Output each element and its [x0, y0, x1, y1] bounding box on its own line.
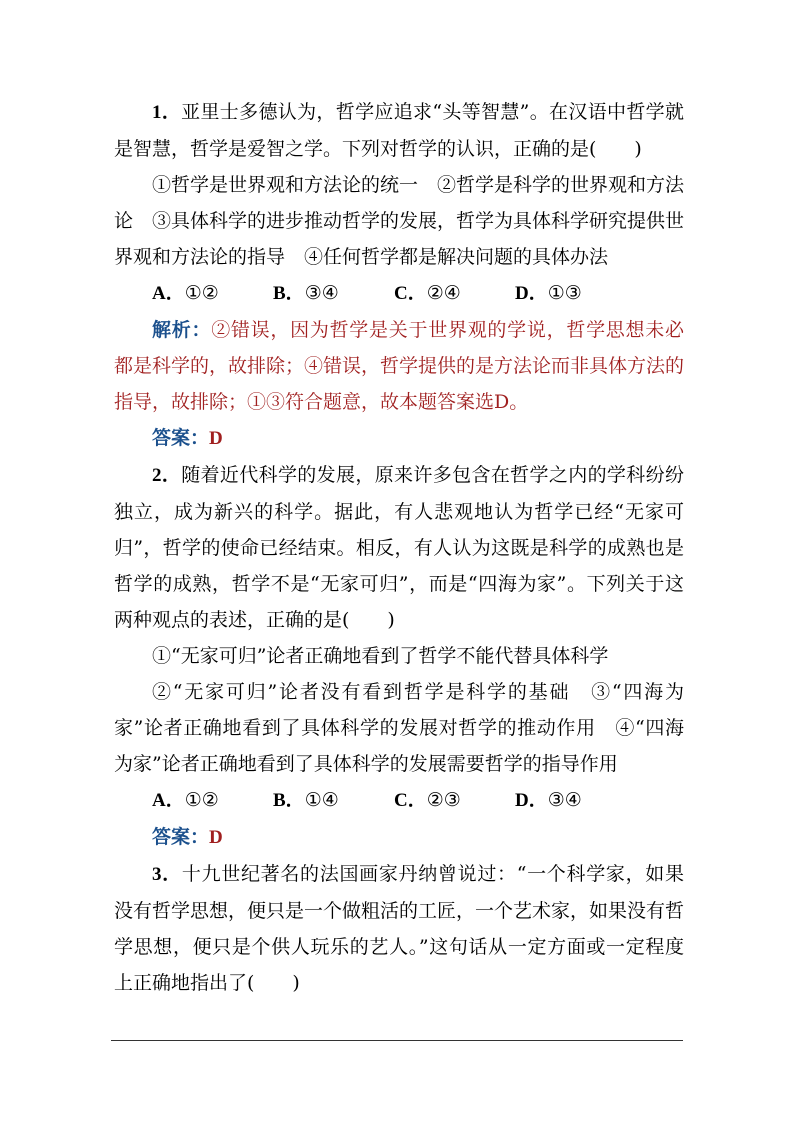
answer-value: D — [209, 827, 223, 848]
option-text: ①② — [184, 282, 219, 304]
question-2-options — [114, 782, 684, 819]
question-3 — [114, 856, 684, 1001]
option-text: ③④ — [304, 282, 339, 304]
question-2-stem-text: 随着近代科学的发展，原来许多包含在哲学之内的学科纷纷独立，成为新兴的科学。据此，有人悲观地认为哲学已经“无家可归”，哲学的使命已经结束。相反，有人认为这既是科学的成熟也是哲学的成熟，哲学不是“无家可归”，而是“四海为家”。下列关于这两种观点的表述，正确的是( ) — [114, 464, 684, 631]
question-2-answer — [114, 819, 684, 856]
option-text: ②③ — [426, 789, 461, 811]
question-1 — [114, 94, 684, 457]
question-1-options — [114, 275, 684, 312]
question-2-statement-2: ②“无家可归”论者没有看到哲学是科学的基础 ③“四海为家”论者正确地看到了具体科学的发展对哲学的推动作用 ④“四海为家”论者正确地看到了具体科学的发展需要哲学的指导作用 — [114, 681, 684, 775]
question-1-option-c[interactable] — [394, 275, 515, 312]
question-1-statements: ①哲学是世界观和方法论的统一 ②哲学是科学的世界观和方法论 ③具体科学的进步推动哲学的发展，哲学为具体科学研究提供世界观和方法论的指导 ④任何哲学都是解决问题的具体办法 — [114, 174, 685, 268]
option-text: ②④ — [426, 282, 461, 304]
question-1-option-d[interactable] — [515, 275, 636, 312]
question-2-number: 2． — [152, 465, 182, 486]
question-2-option-b[interactable] — [273, 782, 394, 819]
option-letter: A． — [152, 790, 185, 811]
question-1-number: 1． — [152, 102, 182, 123]
question-2-option-a[interactable] — [152, 782, 273, 819]
question-2-option-d[interactable] — [515, 782, 636, 819]
option-text: ①② — [184, 789, 219, 811]
answer-value: D — [209, 428, 223, 449]
question-1-stem-text: 亚里士多德认为，哲学应追求“头等智慧”。在汉语中哲学就是智慧，哲学是爱智之学。下列对哲学的认识，正确的是( ) — [114, 101, 684, 160]
option-letter: D． — [515, 790, 548, 811]
option-text: ①④ — [304, 789, 339, 811]
question-1-option-b[interactable] — [273, 275, 394, 312]
document-page — [114, 94, 684, 1001]
question-1-answer — [114, 420, 684, 457]
question-3-number: 3． — [152, 864, 182, 885]
question-1-option-a[interactable] — [152, 275, 273, 312]
option-letter: C． — [394, 790, 427, 811]
analysis-label: 解析： — [152, 319, 212, 341]
option-letter: A． — [152, 283, 185, 304]
answer-label: 答案： — [152, 826, 210, 848]
option-letter: D． — [515, 283, 548, 304]
option-letter: B． — [273, 283, 305, 304]
question-3-stem-text: 十九世纪著名的法国画家丹纳曾说过：“一个科学家，如果没有哲学思想，便只是一个做粗活的工匠，一个艺术家，如果没有哲学思想，便只是个供人玩乐的艺人。”这句话从一定方面或一定程度上正确地指出了( ) — [114, 863, 685, 994]
question-2-option-c[interactable] — [394, 782, 515, 819]
question-1-stem — [114, 94, 684, 167]
question-2 — [114, 457, 684, 856]
footer-divider — [111, 1040, 683, 1041]
analysis-text: ②错误，因为哲学是关于世界观的学说，哲学思想未必都是科学的，故排除；④错误，哲学提供的是方法论而非具体方法的指导，故排除；①③符合题意，故本题答案选D。 — [114, 319, 685, 413]
question-2-stem — [114, 457, 684, 638]
option-letter: B． — [273, 790, 305, 811]
option-text: ③④ — [547, 789, 582, 811]
question-2-statement-1: ①“无家可归”论者正确地看到了哲学不能代替具体科学 — [152, 645, 609, 667]
question-3-stem — [114, 856, 684, 1001]
option-text: ①③ — [547, 282, 582, 304]
answer-label: 答案： — [152, 427, 210, 449]
option-letter: C． — [394, 283, 427, 304]
question-1-analysis — [114, 312, 684, 420]
